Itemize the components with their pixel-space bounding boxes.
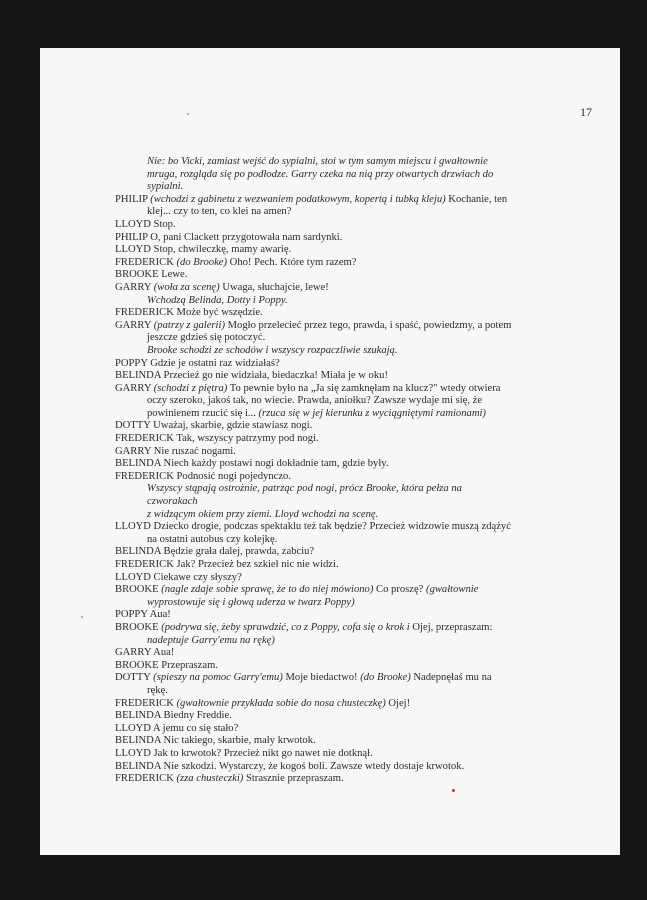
character-name: LLOYD <box>115 218 151 230</box>
dialogue-line <box>115 572 515 585</box>
spoken-text: Niech każdy postawi nogi dokładnie tam, gdzie były. <box>160 458 389 470</box>
character-name: FREDERICK <box>115 470 174 482</box>
parenthetical: (rzuca się w jej kierunku z wyciągniętymi ramionami) <box>255 407 486 419</box>
dialogue-continuation <box>115 408 515 421</box>
spoken-text: Będzie grała dalej, prawda, zabciu? <box>160 546 315 558</box>
dialogue-line <box>115 269 515 282</box>
parenthetical: (zza chusteczki) <box>176 773 244 785</box>
character-name: FREDERICK <box>115 773 174 785</box>
spoken-text: jeszcze gdzieś się potoczyć. <box>147 332 266 344</box>
spoken-text: Nie ruszać nogami. <box>151 445 236 457</box>
spoken-text: Aua! <box>147 609 171 621</box>
character-name: GARRY <box>115 281 152 293</box>
dialogue-line <box>115 232 515 245</box>
spoken-text: Strasznie przepraszam. <box>243 773 344 785</box>
character-name: BROOKE <box>115 621 159 633</box>
dialogue-line <box>115 383 515 396</box>
character-name: LLOYD <box>115 747 151 759</box>
parenthetical: (do Brooke) <box>176 256 228 268</box>
character-name: BROOKE <box>115 659 159 671</box>
character-name: FREDERICK <box>115 256 174 268</box>
dialogue-line <box>115 698 515 711</box>
stage-text: mruga, rozgląda się po podłodze. Garry czeka na nią przy otwartych drzwiach do <box>147 168 494 180</box>
scan-speck <box>187 113 189 115</box>
dialogue-line <box>115 420 515 433</box>
spoken-text: Tak, wszyscy patrzymy pod nogi. <box>173 433 319 445</box>
character-name: FREDERICK <box>115 697 174 709</box>
character-name: BELINDA <box>115 546 161 558</box>
dialogue-line <box>115 660 515 673</box>
character-name: BELINDA <box>115 760 161 772</box>
spoken-text: Nic takiego, skarbie, mały krwotok. <box>160 735 316 747</box>
spoken-text: Lewe. <box>158 269 188 281</box>
dialogue-continuation <box>115 332 515 345</box>
dialogue-line <box>115 446 515 459</box>
dialogue-line <box>115 584 515 597</box>
spoken-text: klej... czy to ten, co klei na amen? <box>147 206 292 218</box>
spoken-text: Aua! <box>151 647 175 659</box>
dialogue-line <box>115 559 515 572</box>
dialogue-line <box>115 748 515 761</box>
stage-text: Brooke schodzi ze schodów i wszyscy rozpaczliwie szukają. <box>147 344 398 356</box>
spoken-text: Kochanie, ten <box>445 193 508 205</box>
dialogue-line <box>115 773 515 786</box>
stage-text: z widzącym okiem przy ziemi. Lloyd wchodzi na scenę. <box>147 508 379 520</box>
stage-text: Wszyscy stąpają ostrożnie, patrząc pod nogi, prócz Brooke, która pełza na czworakach <box>147 483 462 508</box>
stage-direction <box>115 169 515 182</box>
spoken-text: Stop. <box>150 218 176 230</box>
stage-text: sypialni. <box>147 181 184 193</box>
dialogue-line <box>115 282 515 295</box>
stage-direction <box>115 345 515 358</box>
parenthetical: (do Brooke) <box>357 672 411 684</box>
spoken-text: Biedny Freddie. <box>160 710 232 722</box>
parenthetical: (spieszy na pomoc Garry'emu) <box>153 672 283 684</box>
spoken-text: Co proszę? <box>373 584 424 596</box>
dialogue-continuation <box>115 534 515 547</box>
scan-dot <box>452 789 455 792</box>
character-name: FREDERICK <box>115 559 174 570</box>
character-name: BROOKE <box>115 269 159 281</box>
parenthetical: (wchodzi z gabinetu z wezwaniem podatkowym, kopertą i tubką kleju) <box>150 193 446 205</box>
stage-direction <box>115 181 515 194</box>
spoken-text: Uwaga, słuchajcie, lewe! <box>219 281 329 293</box>
dialogue-continuation <box>115 395 515 408</box>
dialogue-line <box>115 471 515 484</box>
spoken-text: Moje biedactwo! <box>282 672 358 684</box>
spoken-text: rękę. <box>147 684 168 696</box>
spoken-text: Podnosić nogi pojedynczo. <box>173 470 291 482</box>
parenthetical: (schodzi z piętra) <box>153 382 228 394</box>
spoken-text: Ojej, przepraszam: <box>409 621 493 633</box>
spoken-text: Stop, chwileczkę, mamy awarię. <box>150 244 292 256</box>
character-name: BROOKE <box>115 584 159 596</box>
spoken-text: Ciekawe czy słyszy? <box>150 571 242 583</box>
spoken-text: na ostatni autobus czy kolejkę. <box>147 533 278 545</box>
dialogue-line <box>115 370 515 383</box>
spoken-text: Jak to krwotok? Przecież nikt go nawet nie dotknął. <box>150 747 373 759</box>
stage-direction <box>115 509 515 522</box>
dialogue-line <box>115 672 515 685</box>
character-name: GARRY <box>115 647 152 659</box>
character-name: BELINDA <box>115 735 161 747</box>
character-name: PHILIP <box>115 231 148 243</box>
parenthetical: (woła za scenę) <box>153 281 220 293</box>
character-name: GARRY <box>115 445 152 457</box>
character-name: BELINDA <box>115 370 161 382</box>
spoken-text: Nie szkodzi. Wystarczy, że kogoś boli. Zawsze wtedy dostaje krwotok. <box>160 760 465 772</box>
parenthetical: (podrywa się, żeby sprawdzić, co z Poppy, cofa się o krok i <box>161 621 410 633</box>
dialogue-line <box>115 433 515 446</box>
character-name: FREDERICK <box>115 433 174 445</box>
dialogue-line <box>115 735 515 748</box>
dialogue-line <box>115 609 515 622</box>
stage-direction <box>115 156 515 169</box>
character-name: GARRY <box>115 319 152 331</box>
spoken-text: Uważaj, skarbie, gdzie stawiasz nogi. <box>150 420 313 432</box>
parenthetical: (patrzy z galerii) <box>153 319 225 331</box>
dialogue-line <box>115 458 515 471</box>
character-name: DOTTY <box>115 672 151 684</box>
dialogue-continuation <box>115 597 515 610</box>
spoken-text: Nadepnęłaś mu na <box>410 672 492 684</box>
stage-direction <box>115 483 515 508</box>
dialogue-line <box>115 320 515 333</box>
dialogue-line <box>115 307 515 320</box>
spoken-text: A jemu co się stało? <box>150 722 239 734</box>
character-name: PHILIP <box>115 193 148 205</box>
character-name: BELINDA <box>115 710 161 722</box>
character-name: GARRY <box>115 382 152 394</box>
spoken-text: O, pani Clackett przygotowała nam sardynki. <box>147 231 343 243</box>
page-number: 17 <box>580 105 592 119</box>
spoken-text: oczy szeroko, jakoś tak, no wiecie. Prawda, aniołku? Zawsze wydaje mi się, że <box>147 395 483 407</box>
character-name: LLOYD <box>115 521 151 533</box>
dialogue-continuation <box>115 685 515 698</box>
dialogue-line <box>115 358 515 371</box>
dialogue-line <box>115 194 515 207</box>
spoken-text: Może być wszędzie. <box>173 307 263 319</box>
character-name: LLOYD <box>115 722 151 734</box>
spoken-text: Oho! Pech. Które tym razem? <box>227 256 357 268</box>
spoken-text: Ojej! <box>385 697 411 709</box>
spoken-text: powinienem rzucić się i... <box>147 407 256 419</box>
dialogue-line <box>115 761 515 774</box>
stage-text: Nie: bo Vicki, zamiast wejść do sypialni, stoi w tym samym miejscu i gwałtownie <box>147 156 488 167</box>
spoken-text: To pewnie było na „Ja się zamknęłam na klucz?" wtedy otwiera <box>227 382 501 394</box>
scan-speck <box>81 616 83 618</box>
parenthetical: (gwałtownie przykłada sobie do nosa chusteczkę) <box>176 697 386 709</box>
character-name: LLOYD <box>115 571 151 583</box>
character-name: LLOYD <box>115 244 151 256</box>
dialogue-line <box>115 723 515 736</box>
character-name: FREDERICK <box>115 307 174 319</box>
dialogue-continuation <box>115 635 515 648</box>
parenthetical: nadeptuje Garry'emu na rękę) <box>147 634 275 646</box>
spoken-text: Jak? Przecież bez szkieł nic nie widzi. <box>173 559 339 570</box>
dialogue-line <box>115 622 515 635</box>
dialogue-continuation <box>115 206 515 219</box>
character-name: DOTTY <box>115 420 151 432</box>
dialogue-line <box>115 647 515 660</box>
spoken-text: Przepraszam. <box>158 659 218 671</box>
parenthetical: (nagle zdaje sobie sprawę, że to do niej mówiono) <box>161 584 374 596</box>
script-body <box>115 156 515 786</box>
stage-text: Wchodzą Belinda, Dotty i Poppy. <box>147 294 288 306</box>
spoken-text: Gdzie je ostatni raz widziałaś? <box>147 357 280 369</box>
script-page <box>40 48 620 855</box>
dialogue-line <box>115 257 515 270</box>
dialogue-line <box>115 219 515 232</box>
character-name: POPPY <box>115 609 148 621</box>
parenthetical: (gwałtownie <box>423 584 479 596</box>
spoken-text: Dziecko drogie, podczas spektaklu też tak będzie? Przecież widzowie muszą zdążyć <box>150 521 511 533</box>
parenthetical: wyprostowuje się i głową uderza w twarz Poppy) <box>147 596 355 608</box>
dialogue-line <box>115 521 515 534</box>
stage-direction <box>115 295 515 308</box>
dialogue-line <box>115 546 515 559</box>
dialogue-line <box>115 710 515 723</box>
dialogue-line <box>115 244 515 257</box>
spoken-text: Przecież go nie widziała, biedaczka! Miała je w oku! <box>160 370 388 382</box>
character-name: BELINDA <box>115 458 161 470</box>
spoken-text: Mogło przelecieć przez tego, prawda, i spaść, powiedzmy, a potem <box>224 319 512 331</box>
character-name: POPPY <box>115 357 148 369</box>
